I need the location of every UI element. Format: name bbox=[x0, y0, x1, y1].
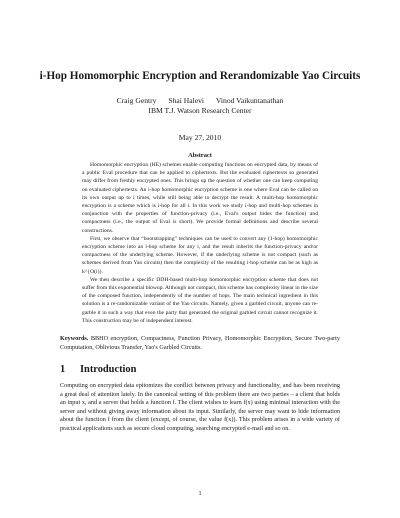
author-block bbox=[0, 96, 400, 116]
intro-paragraph: Computing on encrypted data epitomizes the conflict between privacy and functionality, and has been receiving a great deal of attention lately. In the canonical setting of this problem there are two parties – a client that holds an input x, and a server that holds a function f. The client wishes to learn f(x) using minimal interaction with the server and without giving away information about its input. Similarly, the server may want to hide information about the function f from the client (except, of course, the value f(x)). This problem arises in a wide variety of practical applications such as secure cloud computing, searching encrypted e-mail and so on. bbox=[60, 382, 340, 432]
keywords-label: Keywords. bbox=[60, 335, 89, 342]
abstract-paragraph: Homomorphic encryption (HE) schemes enable computing functions on encrypted data, by means of a public Eval procedure that can be applied to ciphertexts. But the evaluated ciphertexts so generated may differ from freshly encrypted ones. This brings up the question of whether one can keep computing on evaluated ciphertexts. An i-hop homomorphic encryption scheme is one where Eval can be called on its own output up to i times, while still being able to decrypt the result. A multi-hop homomorphic encryption is a scheme which is i-hop for all i. In this work we study i-hop and multi-hop schemes in conjunction with the properties of function-privacy (i.e., Eval's output hides the function) and compactness (i.e., the output of Eval is short). We provide formal definitions and describe several constructions. bbox=[82, 162, 318, 234]
section-number: 1 bbox=[60, 364, 66, 375]
page-number: 1 bbox=[198, 490, 202, 497]
abstract-paragraph: First, we observe that “bootstrapping” techniques can be used to convert any (1-hop) homomorphic encryption scheme into an i-hop scheme for any i, and the result inherits the function-privacy and/or compactness of the underlying scheme. However, if the underlying scheme is not compact (such as schemes derived from Yao circuits) then the complexity of the resulting i-hop scheme can be as high as k^{O(i)}. bbox=[82, 235, 318, 275]
section-title: Introduction bbox=[80, 364, 137, 375]
author-name: Shai Halevi bbox=[168, 96, 204, 105]
paper-date: May 27, 2010 bbox=[178, 133, 222, 142]
keywords-block bbox=[60, 335, 340, 352]
author-name: Vinod Vaikuntanathan bbox=[215, 96, 284, 105]
abstract-heading: Abstract bbox=[188, 152, 212, 159]
paper-title: i-Hop Homomorphic Encryption and Rerandomizable Yao Circuits bbox=[39, 70, 361, 82]
abstract-paragraph: We then describe a specific DDH-based multi-hop homomorphic encryption scheme that does not suffer from this exponential blowup. Although not compact, this scheme has complexity linear in the size of the composed function, independently of the number of hops. The main technical ingredient in this solution is a re-randomizable variant of the Yao circuits. Namely, given a garbled circuit, anyone can re-garble it in such a way that even the party that generated the original garbled circuit cannot recognize it. This construction may be of independent interest. bbox=[82, 276, 318, 324]
author-affiliation: IBM T.J. Watson Research Center bbox=[148, 106, 252, 115]
author-name: Craig Gentry bbox=[116, 96, 157, 105]
section-heading bbox=[60, 364, 136, 376]
keywords-text: BBHO encryption, Compactness, Function Privacy, Homomorphic Encryption, Secure Two-party Computation, Oblivious Transfer, Yao's Garbled Circuits. bbox=[60, 335, 340, 351]
abstract-body bbox=[82, 161, 318, 325]
intro-body bbox=[60, 382, 340, 434]
